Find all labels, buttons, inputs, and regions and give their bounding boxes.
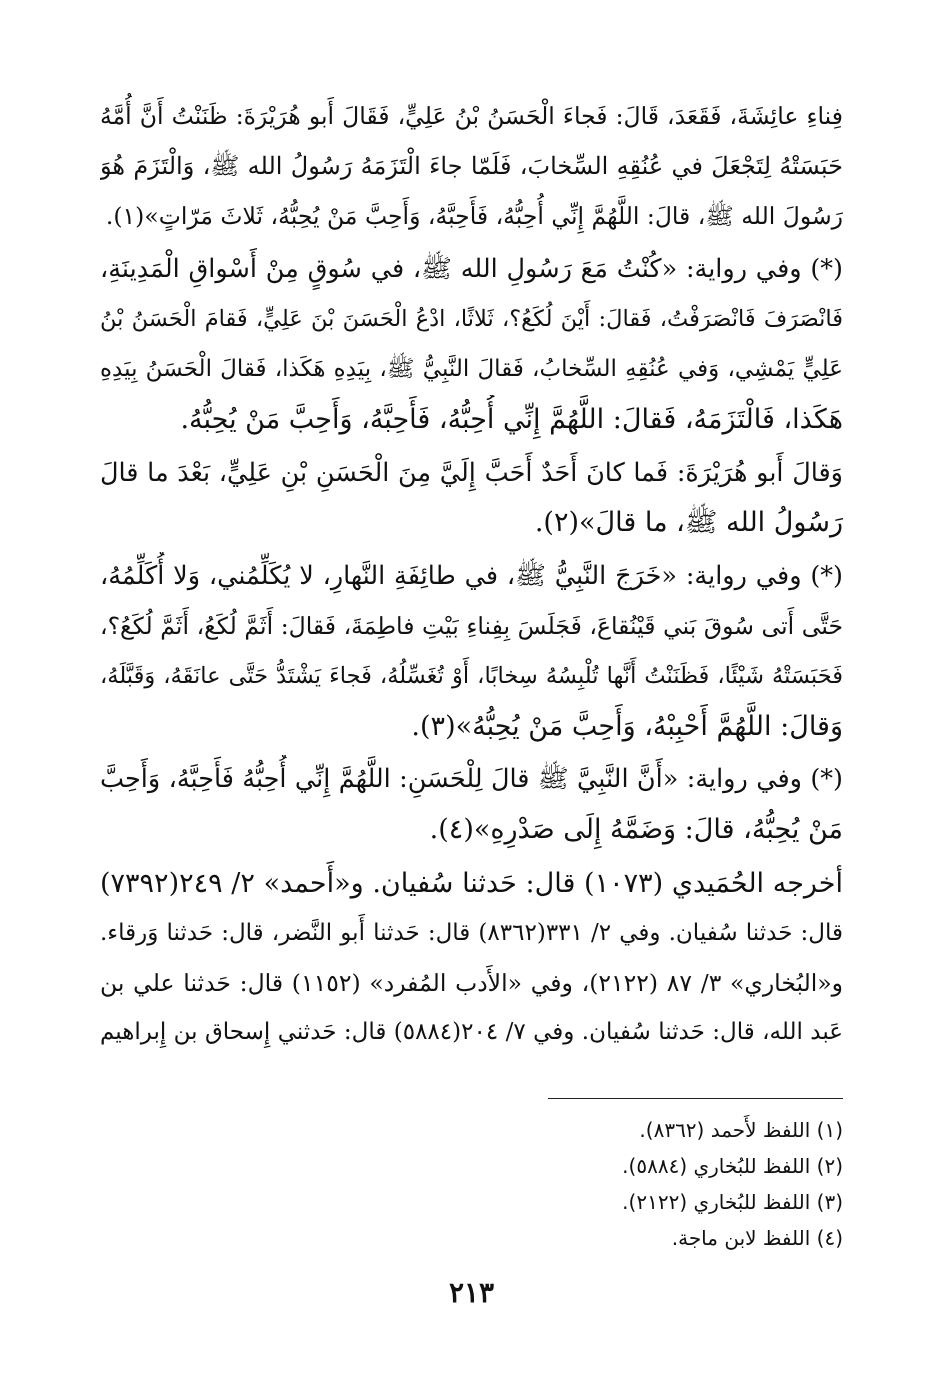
text-line: وَقالَ أَبو هُرَيْرَةَ: فَما كانَ أَحَدٌ أَحَبَّ إِلَيَّ مِنَ الْحَسَنِ بْنِ عَلِيٍّ، بَعْدَ ما قالَ	[100, 457, 843, 488]
text-line: عَلِيٍّ يَمْشِي، وَفي عُنُقِهِ السِّخابُ، فَقالَ النَّبِيُّ ﷺ، بِيَدِهِ هَكَذا، فَقالَ الْحَسَنُ بِيَدِهِ	[100, 355, 843, 382]
footnote-item: (٤) اللفظ لابن ماجة.	[671, 1226, 843, 1250]
text-line: عَبد الله، قال: حَدثنا سُفيان. وفي ٧/ ٢٠٤(٥٨٨٤) قال: حَدثني إِسحاق بن إِبراهيم	[100, 1019, 843, 1046]
main-text	[100, 92, 843, 1058]
text-line: مَنْ يُحِبُّهُ، قالَ: وَضَمَّهُ إِلَى صَدْرِهِ»(٤).	[429, 814, 843, 846]
text-line: فَانْصَرَفَ فَانْصَرَفْتُ، فَقالَ: أَيْنَ لُكَعُ؟، ثَلاثًا، ادْعُ الْحَسَنَ بْنَ عَلِيٍّ، فَقامَ الْحَسَنُ بْنُ	[100, 306, 843, 333]
text-line: و«البُخاري» ٣/ ٨٧ (٢١٢٢)، وفي «الأَدب المُفرد» (١١٥٢) قال: حَدثنا علي بن	[100, 968, 843, 997]
text-line: فِناءِ عائِشَةَ، فَقَعَدَ، قَالَ: فَجاءَ الْحَسَنُ بْنُ عَلِيٍّ، فَقَالَ أَبو هُرَيْرَةَ: ظَنَنْتُ أَنَّ أُمَّهُ	[100, 102, 843, 130]
footnotes	[343, 1112, 843, 1256]
text-line: وَقالَ: اللَّهُمَّ أَحْبِبْهُ، وَأَحِبَّ مَنْ يُحِبُّهُ»(٣).	[411, 710, 843, 742]
footnote-divider	[548, 1098, 843, 1099]
text-line: فَحَبَسَتْهُ شَيْئًا، فَظَنَنْتُ أَنَّها تُلْبِسُهُ سِخابًا، أَوْ تُغَسِّلُهُ، فَجاءَ يَشْتَدُّ حَتَّى عانَقَهُ، وَقَبَّلَهُ،	[100, 662, 843, 689]
text-line: أخرجه الحُمَيدي (١٠٧٣) قال: حَدثنا سُفيان. و«أَحمد» ٢/ ٢٤٩(٧٣٩٢)	[100, 867, 843, 899]
footnote-item: (١) اللفظ لأَحمد (٨٣٦٢).	[639, 1118, 843, 1142]
text-line: هَكَذا، فَالْتَزَمَهُ، فَقالَ: اللَّهُمَّ إِنِّي أُحِبُّهُ، فَأَحِبَّهُ، وَأَحِبَّ مَنْ يُحِبُّهُ.	[180, 403, 843, 435]
text-line: حَبَسَتْهُ لِتَجْعَلَ في عُنُقِهِ السِّخابَ، فَلَمّا جاءَ الْتَزَمَهُ رَسُولُ الله ﷺ، وَالْتَزَمَ هُوَ	[100, 151, 843, 180]
text-line: رَسُولُ الله ﷺ، ما قالَ»(٢).	[534, 507, 843, 539]
text-line: (*) وفي رواية: «كُنْتُ مَعَ رَسُولِ الله ﷺ، في سُوقٍ مِنْ أَسْواقِ الْمَدِينَةِ،	[100, 254, 843, 285]
page-number: ٢١٣	[448, 1276, 495, 1309]
text-line: (*) وفي رواية: «خَرَجَ النَّبِيُّ ﷺ، في طائِفَةِ النَّهارِ، لا يُكَلِّمُني، وَلا أُكَلِّمُهُ،	[100, 561, 843, 592]
text-line: (*) وفي رواية: «أَنَّ النَّبِيَّ ﷺ قالَ لِلْحَسَنِ: اللَّهُمَّ إِنِّي أُحِبُّهُ فَأَحِبَّهُ، وَأَحِبَّ	[100, 764, 843, 795]
text-line: رَسُولَ الله ﷺ، قالَ: اللَّهُمَّ إِنِّي أُحِبُّهُ، فَأَحِبَّهُ، وَأَحِبَّ مَنْ يُحِبُّهُ، ثَلاثَ مَرّاتٍ»(١).	[105, 201, 843, 230]
footnote-item: (٣) اللفظ للبُخاري (٢١٢٢).	[622, 1190, 843, 1214]
text-line: حَتَّى أَتى سُوقَ بَني قَيْنُقاعَ، فَجَلَسَ بِفِناءِ بَيْتِ فاطِمَةَ، فَقالَ: أَثَمَّ لُكَعُ، أَثَمَّ لُكَعُ؟،	[100, 611, 843, 640]
footnote-item: (٢) اللفظ للبُخاري (٥٨٨٤).	[622, 1154, 843, 1178]
text-line: قال: حَدثنا سُفيان. وفي ٢/ ٣٣١(٨٣٦٢) قال: حَدثنا أَبو النَّضر، قال: حَدثنا وَرقاء.	[100, 919, 843, 946]
